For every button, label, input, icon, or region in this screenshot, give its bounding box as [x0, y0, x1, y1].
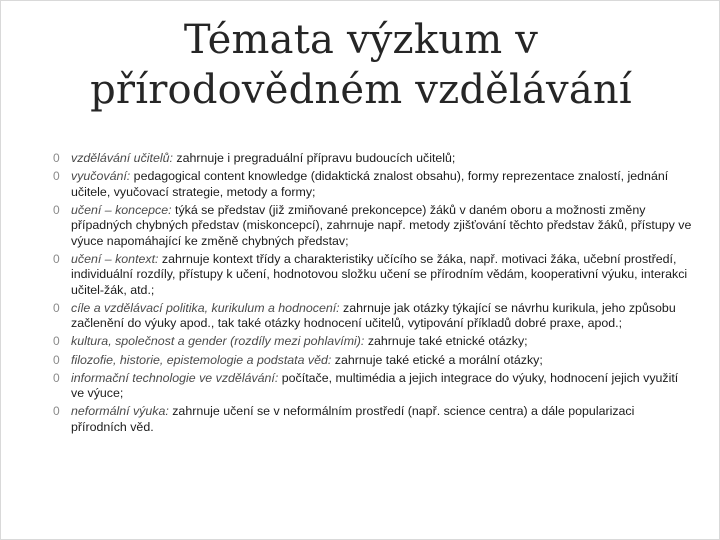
bullet-marker: 0 — [53, 151, 60, 165]
bullet-marker: 0 — [53, 251, 60, 266]
item-text: zahrnuje jak otázky týkající se návrhu kurikula, jeho způsobu začlenění do výuky apod., tak také otázky hodnocení učitelů, vytipování příkladů dobré praxe, apod.; — [71, 300, 676, 331]
item-text: zahrnuje učení se v neformálním prostředí (např. science centra) a dále popularizaci přírodních věd. — [71, 404, 635, 434]
bullet-marker: 0 — [53, 334, 60, 349]
item-term: učení – kontext: — [71, 251, 159, 266]
list-item — [53, 353, 693, 369]
list-item — [53, 334, 693, 350]
bullet-marker: 0 — [53, 370, 60, 385]
item-term: učení – koncepce: — [71, 202, 172, 217]
bullet-marker: 0 — [53, 300, 60, 315]
item-text: zahrnuje i pregraduální přípravu budoucích učitelů; — [172, 151, 456, 165]
list-item — [53, 301, 693, 332]
item-text: zahrnuje také etické a morální otázky; — [331, 352, 543, 367]
item-term: kultura, společnost a gender (rozdíly mezi pohlavími): — [71, 334, 365, 349]
list-item — [53, 169, 693, 200]
item-text: týká se představ (již zmiňované prekoncepce) žáků v daném oboru a možnosti změny případných chybných představ (miskoncepcí), zahrnuje např. metody zjišťování těchto představ žáků, přístupy ve výuce napomáhající ke změně chybných představ; — [71, 202, 692, 248]
item-text: zahrnuje také etnické otázky; — [364, 334, 528, 349]
bullet-marker: 0 — [53, 169, 60, 184]
list-item — [53, 404, 693, 435]
item-term: vzdělávání učitelů: — [71, 151, 173, 165]
bullet-marker: 0 — [53, 202, 60, 217]
list-item — [53, 151, 693, 167]
topic-list — [53, 151, 693, 438]
item-term: filozofie, historie, epistemologie a podstata věd: — [71, 352, 332, 367]
item-term: neformální výuka: — [71, 404, 169, 419]
item-term: vyučování: — [71, 169, 131, 184]
item-text: pedagogical content knowledge (didaktická znalost obsahu), formy reprezentace znalostí, jednání učitele, vyučovací strategie, metody a formy; — [71, 169, 669, 199]
list-item — [53, 252, 693, 299]
list-item — [53, 203, 693, 250]
bullet-marker: 0 — [53, 404, 60, 419]
title-line-2: přírodovědném vzdělávání — [90, 67, 632, 113]
item-text: zahrnuje kontext třídy a charakteristiky učícího se žáka, např. motivaci žáka, učební prostředí, individuální rozdíly, přístupy k učení, hodnotovou složku učení se přírodním vědám, kooperativní výuku, interakci učitel-žák, atd.; — [71, 251, 688, 297]
title-line-1: Témata výzkum v — [183, 17, 539, 63]
item-term: cíle a vzdělávací politika, kurikulum a hodnocení: — [71, 300, 340, 315]
item-text: počítače, multimédia a jejich integrace do výuky, hodnocení jejich využití ve výuce; — [71, 370, 679, 401]
list-item — [53, 371, 693, 402]
bullet-marker: 0 — [53, 352, 60, 367]
item-term: informační technologie ve vzdělávání: — [71, 370, 279, 385]
slide-title — [41, 15, 681, 115]
